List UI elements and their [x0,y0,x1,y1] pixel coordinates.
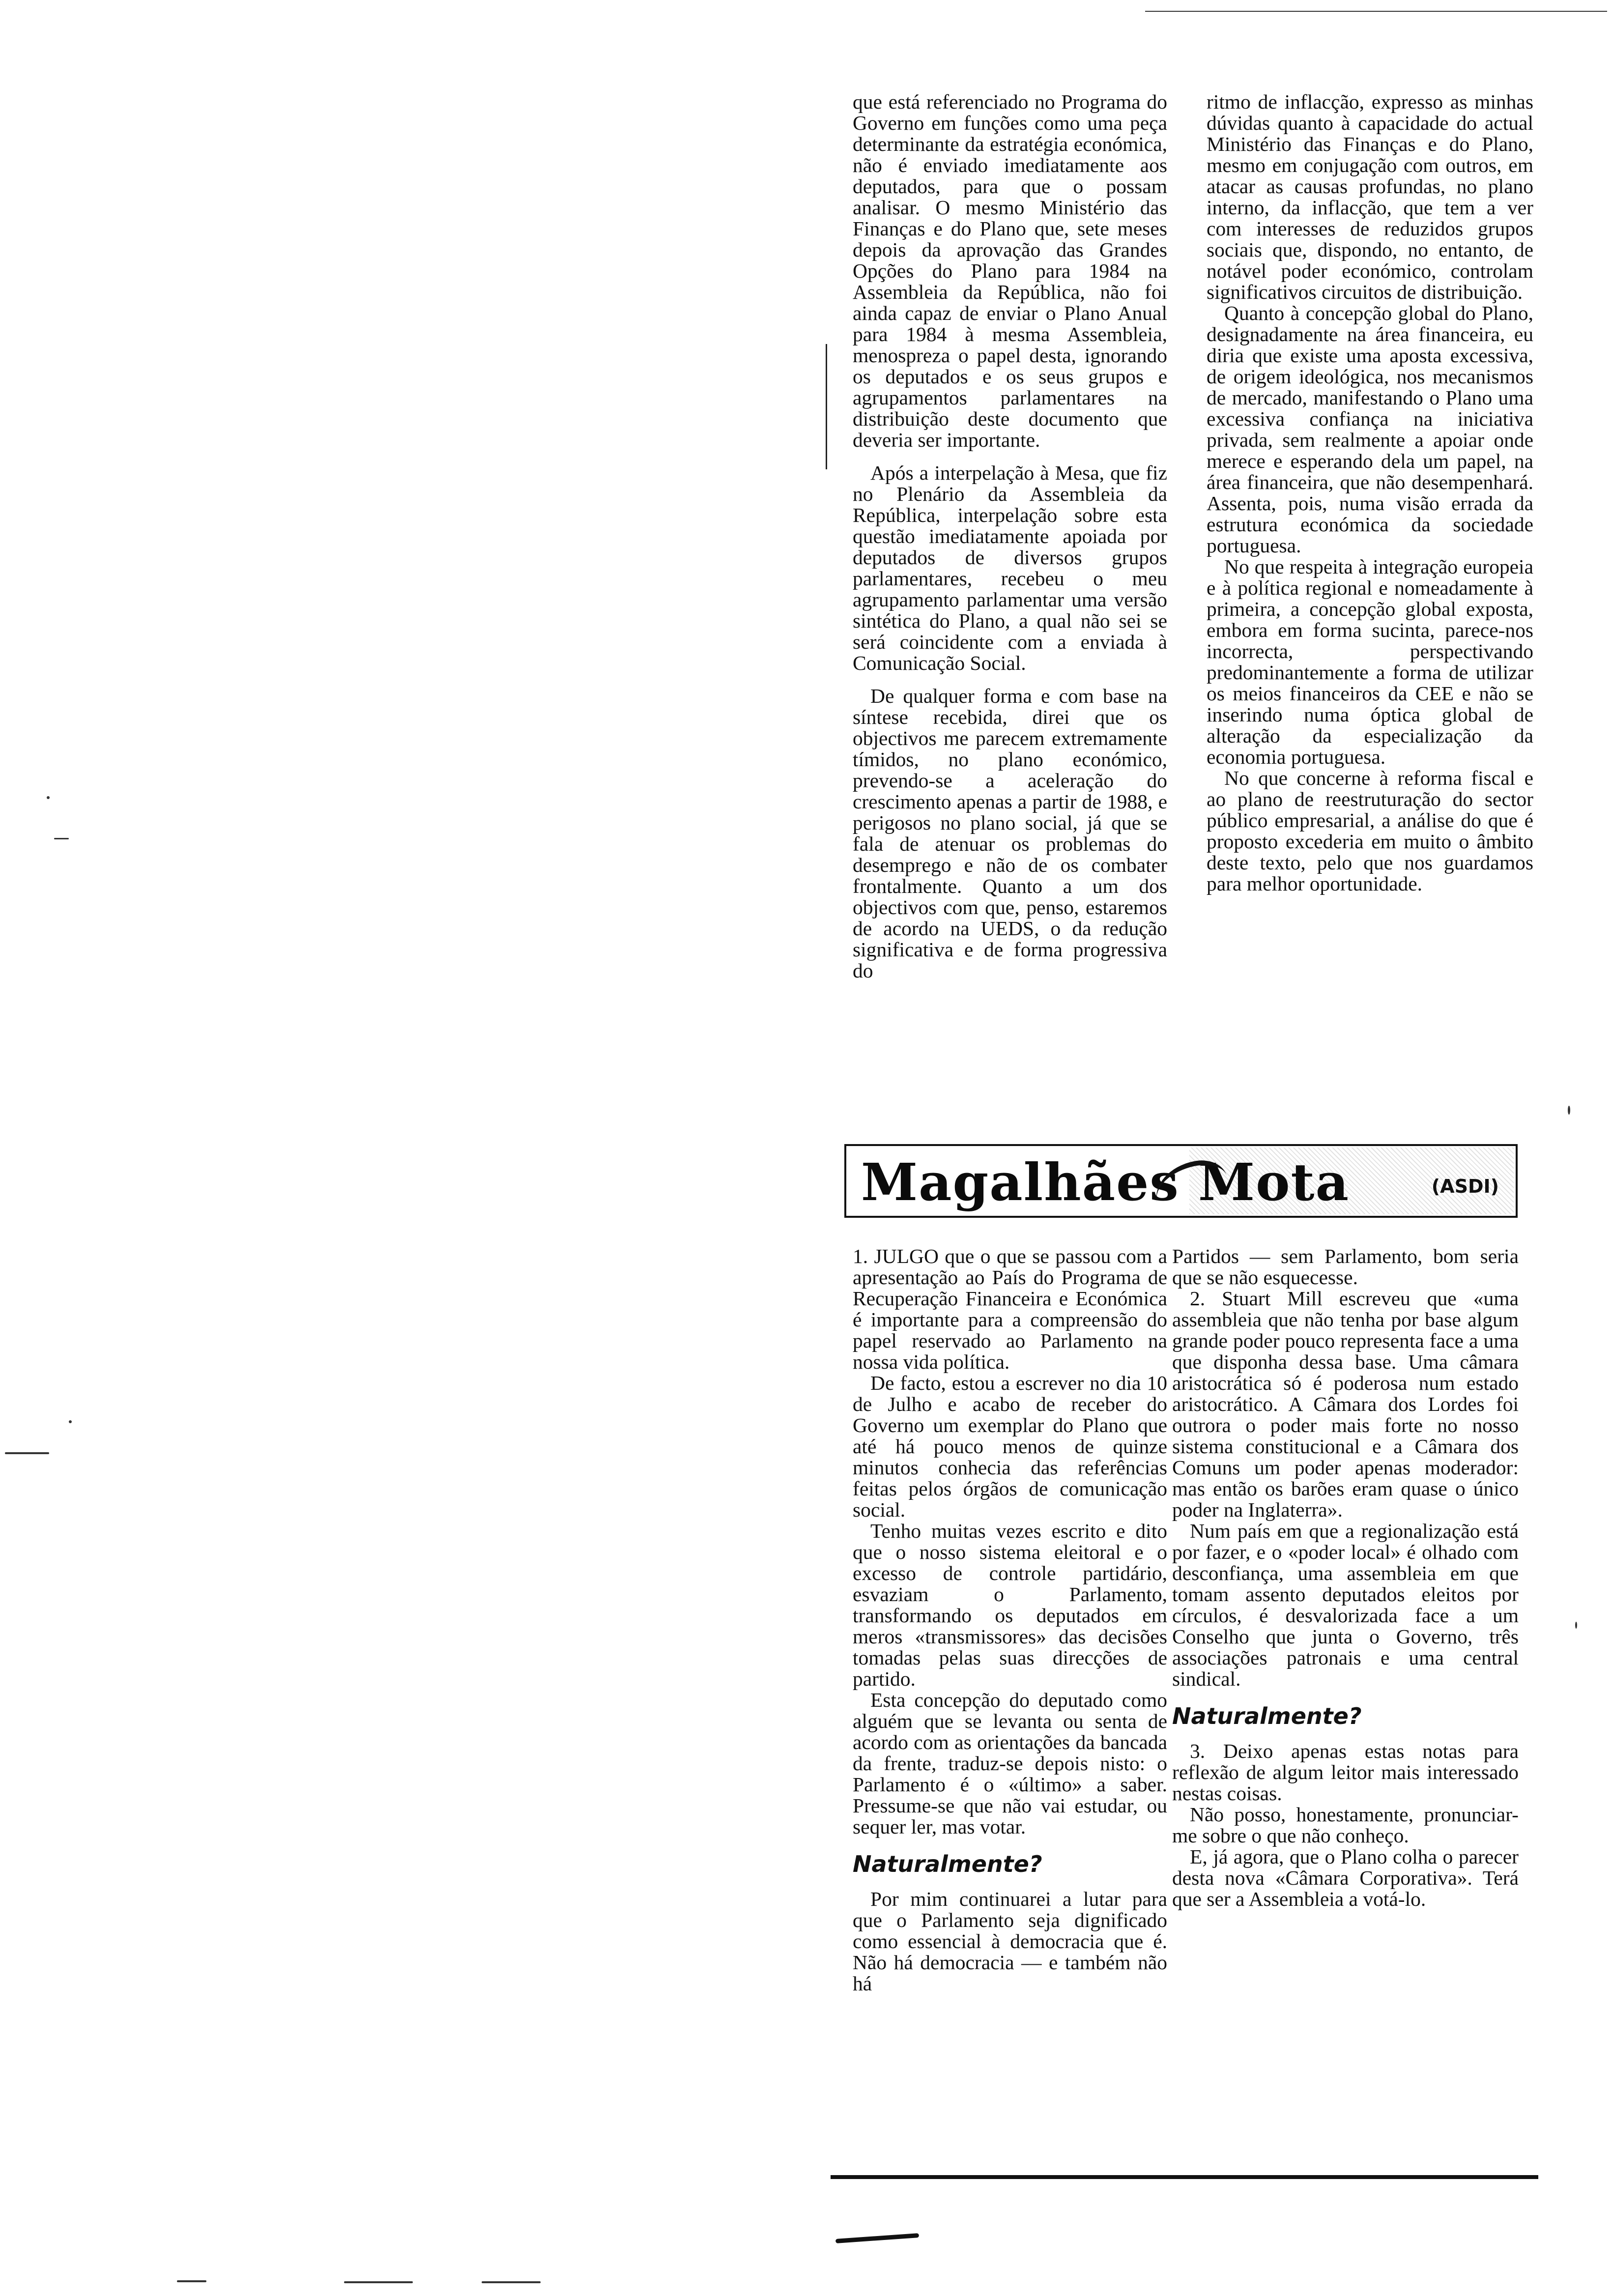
column-c-paragraph: De facto, estou a escrever no dia 10 de Julho e acabo de receber do Governo um exemplar do Plano que até há pouco menos de quinze minutos conhecia das referências feitas pelos órgãos de comunicação social. [853,1372,1167,1521]
column-b-paragraph: ritmo de inflacção, expresso as minhas dúvidas quanto à capacidade do actual Ministério das Finanças e do Plano, mesmo em conjugação com outros, em atacar as causas profundas, no plano interno, da inflacção, que tem a ver com interesses de reduzidos grupos sociais que, dispondo, no entanto, de notável poder económico, controlam significativos circuitos de distribuição. [1207,90,1533,303]
column-c-paragraph: Tenho muitas vezes escrito e dito que o nosso sistema eleitoral e o excesso de controle partidário, esvaziam o Parlamento, transformando os deputados em meros «transmissores» das decisões tomadas pelas suas direcções de partido. [853,1520,1167,1690]
scan-speck [47,796,50,799]
article-column-b [1207,91,1533,894]
article-column-c [853,1246,1167,1994]
scan-speck [177,2280,206,2282]
scan-speck [344,2281,413,2283]
scan-speck [1575,1622,1577,1629]
column-d-paragraph: Partidos — sem Parlamento, bom seria que se não esquecesse. [1172,1245,1519,1289]
ink-stroke-mark [835,2233,919,2243]
column-d-paragraph: Num país em que a regionalização está por fazer, e o «poder local» é olhado com desconfiança, uma assembleia em que tomam assento deputados eleitos por círculos, é desvalorizada face a um Conselho que junta o Governo, três associações patronais e uma central sindical. [1172,1520,1519,1690]
column-c-paragraph: 1. JULGO que o que se passou com a apresentação ao País do Programa de Recuperação Financeira e Económica é importante para a compreensão do papel reservado ao Parlamento na nossa vida política. [853,1245,1167,1373]
column-a-paragraph: De qualquer forma e com base na síntese recebida, direi que os objectivos me parecem extremamente tímidos, no plano económico, prevendo-se a aceleração do crescimento apenas a partir de 1988, e perigosos no plano social, já que se fala de atenuar os problemas do desemprego e não de os combater frontalmente. Quanto a um dos objectivos com que, penso, estaremos de acordo na UEDS, o da redução significativa e de forma progressiva do [853,685,1167,982]
top-rule [1145,11,1607,12]
scan-speck [54,838,69,839]
column-c-paragraph: Por mim continuarei a lutar para que o Parlamento seja dignificado como essencial à democracia que é. Não há democracia — e também não há [853,1888,1167,1995]
section-subhead: Naturalmente? [853,1851,1042,1877]
scan-speck [1568,1106,1570,1115]
column-a-paragraph: Após a interpelação à Mesa, que fiz no Plenário da Assembleia da República, interpelação sobre esta questão imediatamente apoiada por deputados de diversos grupos parlamentares, recebeu o meu agrupamento parlamentar uma versão sintética do Plano, a qual não sei se será coincidente com a enviada à Comunicação Social. [853,461,1167,674]
article-column-a [853,91,1167,981]
column-d-paragraph: E, já agora, que o Plano colha o parecer desta nova «Câmara Corporativa». Terá que ser a Assembleia a votá-lo. [1172,1845,1519,1910]
bottom-rule [831,2175,1538,2179]
party-label: (ASDI) [1431,1176,1499,1197]
column-d-paragraph: 2. Stuart Mill escreveu que «uma assembleia que não tenha por base algum grande poder pouco representa face a uma que disponha dessa base. Uma câmara aristocrática só é poderosa num estado aristocrático. A Câmara dos Lordes foi outrora o poder mais forte no nosso sistema constitucional e a Câmara dos Comuns um poder apenas moderador: mas então os barões eram quase o único poder na Inglaterra». [1172,1287,1519,1521]
column-c-paragraph: Esta concepção do deputado como alguém que se levanta ou senta de acordo com as orientações da bancada da frente, traduz-se depois nisto: o Parlamento é o «último» a saber. Pressume-se que não vai estudar, ou sequer ler, mas votar. [853,1689,1167,1838]
column-d-paragraph: Não posso, honestamente, pronunciar-me sobre o que não conheço. [1172,1803,1519,1847]
column-b-paragraph: No que respeita à integração europeia e à política regional e nomeadamente à primeira, a concepção global exposta, embora em forma sucinta, parece-nos incorrecta, perspectivando predominantemente a forma de utilizar os meios financeiros da CEE e não se inserindo numa óptica global de alteração da especialização da economia portuguesa. [1207,555,1533,768]
column-d-paragraph: 3. Deixo apenas estas notas para reflexão de algum leitor mais interessado nestas coisas. [1172,1740,1519,1805]
margin-bracket-mark [826,344,827,469]
section-subhead: Naturalmente? [1172,1703,1362,1729]
article-column-d [1172,1246,1519,1910]
scan-speck [69,1420,72,1423]
scan-speck [482,2281,541,2283]
scan-speck [5,1452,49,1454]
author-name-heading: Magalhães Mota [861,1152,1350,1212]
column-b-paragraph: Quanto à concepção global do Plano, designadamente na área financeira, eu diria que existe uma aposta excessiva, de origem ideológica, nos mecanismos de mercado, manifestando o Plano uma excessiva confiança na iniciativa privada, sem realmente a apoiar onde merece e esperando dela um papel, na área financeira, que não desempenhará. Assenta, pois, numa visão errada da estrutura económica da sociedade portuguesa. [1207,302,1533,557]
column-b-paragraph: No que concerne à reforma fiscal e ao plano de reestruturação do sector público empresarial, a análise do que é proposto excederia em muito o âmbito deste texto, pelo que nos guardamos para melhor oportunidade. [1207,767,1533,895]
column-a-paragraph: que está referenciado no Programa do Governo em funções como uma peça determinante da estratégia económica, não é enviado imediatamente aos deputados, para que o possam analisar. O mesmo Ministério das Finanças e do Plano que, sete meses depois da aprovação das Grandes Opções do Plano para 1984 na Assembleia da República, não foi ainda capaz de enviar o Plano Anual para 1984 à mesma Assembleia, menospreza o papel desta, ignorando os deputados e os seus grupos e agrupamentos parlamentares na distribuição deste documento que deveria ser importante. [853,90,1167,451]
